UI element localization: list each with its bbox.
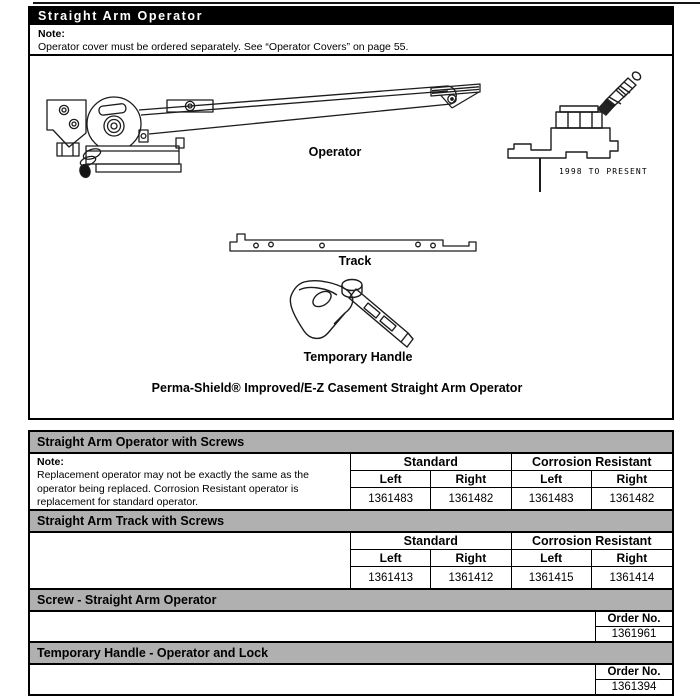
diagram-caption: Perma-Shield® Improved/E-Z Casement Straight Arm Operator <box>151 381 523 395</box>
part-number: 1361415 <box>512 567 592 588</box>
parts-table <box>28 430 674 696</box>
col-header-right: Right <box>431 550 511 567</box>
section-header-track <box>30 509 672 533</box>
replacement-note-label: Note: <box>37 456 64 468</box>
replacement-note-text: Replacement operator may not be exactly the same as the operator being replaced. Corrosion Resistant operator is replacement for standard operator. <box>37 469 309 508</box>
section-body-handle <box>30 665 672 694</box>
note-label: Note: <box>38 28 65 40</box>
group-header-standard: Standard <box>351 454 512 471</box>
order-no-header: Order No. <box>596 665 672 680</box>
part-number: 1361412 <box>431 567 511 588</box>
replacement-note <box>37 456 349 509</box>
section-body-screw <box>30 612 672 641</box>
col-header-left: Left <box>351 471 431 488</box>
section-header-operator <box>30 432 672 454</box>
part-number: 1361482 <box>431 488 511 509</box>
col-header-right: Right <box>431 471 511 488</box>
section-title: Straight Arm Track with Screws <box>37 514 225 528</box>
order-no-header: Order No. <box>596 612 672 627</box>
order-no-value: 1361394 <box>611 681 657 693</box>
operator-label: Operator <box>308 145 362 159</box>
part-number: 1361413 <box>351 567 431 588</box>
col-header-right: Right <box>592 471 672 488</box>
order-no-value: 1361961 <box>611 628 657 640</box>
temporary-handle-label: Temporary Handle <box>303 350 413 364</box>
part-number: 1361414 <box>609 571 655 584</box>
section-title: Straight Arm Operator with Screws <box>37 435 245 449</box>
col-header-left: Left <box>351 550 431 567</box>
note-text: Operator cover must be ordered separately. See “Operator Covers” on page 55. <box>38 41 409 54</box>
section-header-screw <box>30 588 672 612</box>
part-number: 1361482 <box>609 492 655 505</box>
col-header-right: Right <box>592 550 672 567</box>
section-body-track <box>30 533 672 588</box>
group-header-standard: Standard <box>351 533 512 550</box>
part-number-grid-track <box>350 533 672 588</box>
section-body-operator <box>30 454 672 509</box>
section-header-handle <box>30 641 672 665</box>
section-title: Temporary Handle - Operator and Lock <box>37 646 269 660</box>
section-title: Screw - Straight Arm Operator <box>37 593 217 607</box>
order-no-table-handle <box>595 665 672 694</box>
part-number-grid-operator <box>350 454 672 509</box>
page-top-rule <box>33 2 700 4</box>
col-header-left: Left <box>512 550 592 567</box>
group-header-corrosion: Corrosion Resistant <box>512 533 673 550</box>
order-no-table-screw <box>595 612 672 641</box>
note-box <box>30 25 672 56</box>
page-title: Straight Arm Operator <box>38 8 204 23</box>
era-label: 1998 TO PRESENT <box>559 167 648 176</box>
col-header-left: Left <box>512 471 592 488</box>
part-number: 1361483 <box>351 488 431 509</box>
page-title-bar <box>28 6 674 25</box>
part-number: 1361483 <box>512 488 592 509</box>
group-header-corrosion: Corrosion Resistant <box>512 454 673 471</box>
track-label: Track <box>338 254 372 268</box>
